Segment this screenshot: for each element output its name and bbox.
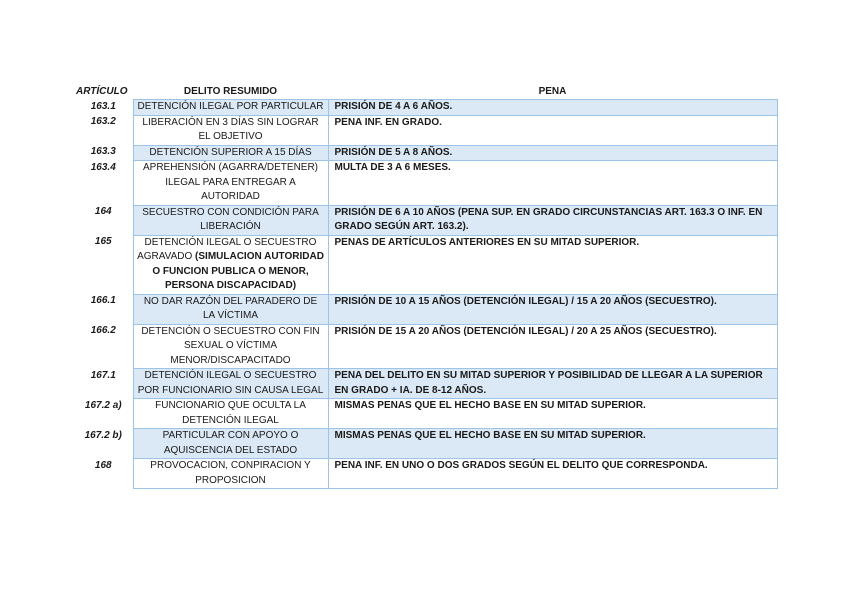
table-row [74,161,777,206]
articulo-cell: 163.1 [90,100,116,112]
pena-cell: PRISIÓN DE 5 A 8 AÑOS. [328,145,777,161]
delito-cell [133,235,328,294]
delito-cell: DETENCIÓN ILEGAL O SECUESTRO POR FUNCIONARIO SIN CAUSA LEGAL [133,369,328,399]
table-row [74,100,777,116]
delito-cell: NO DAR RAZÓN DEL PARADERO DE LA VÍCTIMA [133,294,328,324]
pena-cell: PENAS DE ARTÍCULOS ANTERIORES EN SU MITAD SUPERIOR. [328,235,777,294]
pena-cell: MULTA DE 3 A 6 MESES. [328,161,777,206]
table-row [74,459,777,489]
document-page [74,84,777,489]
table-row [74,235,777,294]
articulo-cell: 167.2 b) [84,429,122,441]
delito-cell: DETENCIÓN O SECUESTRO CON FIN SEXUAL O VÍCTIMA MENOR/DISCAPACITADO [133,324,328,369]
table-header-row [74,84,777,100]
delito-text: DETENCIÓN ILEGAL O SECUESTRO AGRAVADO [137,236,317,262]
table-row [74,205,777,235]
articulo-cell: 164 [94,206,112,217]
delito-cell: DETENCIÓN SUPERIOR A 15 DÍAS [133,145,328,161]
delito-cell: PARTICULAR CON APOYO O AQUISCENCIA DEL ESTADO [133,429,328,459]
pena-cell: PENA INF. EN GRADO. [328,115,777,145]
pena-cell: PRISIÓN DE 10 A 15 AÑOS (DETENCIÓN ILEGAL) / 15 A 20 AÑOS (SECUESTRO). [328,294,777,324]
header-articulo: ARTÍCULO [76,86,128,97]
articulo-cell: 167.2 a) [84,399,122,411]
table-row [74,294,777,324]
table-row [74,399,777,429]
articulo-cell: 163.2 [90,116,116,127]
pena-cell: PRISIÓN DE 6 A 10 AÑOS (PENA SUP. EN GRADO CIRCUNSTANCIAS ART. 163.3 O INF. EN GRADO SEGÚN ART. 163.2). [328,205,777,235]
articulo-cell: 166.1 [90,295,116,306]
delito-cell: SECUESTRO CON CONDICIÓN PARA LIBERACIÓN [133,205,328,235]
pena-cell: MISMAS PENAS QUE EL HECHO BASE EN SU MITAD SUPERIOR. [328,399,777,429]
table-row [74,145,777,161]
table-row [74,115,777,145]
table-row [74,429,777,459]
delito-cell: LIBERACIÓN EN 3 DÍAS SIN LOGRAR EL OBJETIVO [133,115,328,145]
table-row [74,369,777,399]
delito-cell: APREHENSIÓN (AGARRA/DETENER) ILEGAL PARA ENTREGAR A AUTORIDAD [133,161,328,206]
table-row [74,324,777,369]
articulo-cell: 163.3 [90,146,116,157]
articulo-cell: 163.4 [90,161,116,173]
delito-cell: PROVOCACION, CONPIRACION Y PROPOSICION [133,459,328,489]
pena-cell: PRISIÓN DE 15 A 20 AÑOS (DETENCIÓN ILEGAL) / 20 A 25 AÑOS (SECUESTRO). [328,324,777,369]
header-pena: PENA [538,85,567,97]
delito-cell: FUNCIONARIO QUE OCULTA LA DETENCIÓN ILEGAL [133,399,328,429]
pena-cell: PRISIÓN DE 4 A 6 AÑOS. [328,100,777,116]
articulo-cell: 167.1 [90,369,116,381]
pena-cell: PENA INF. EN UNO O DOS GRADOS SEGÚN EL DELITO QUE CORRESPONDA. [328,459,777,489]
articulo-cell: 166.2 [90,325,116,336]
penalties-table [74,84,778,489]
delito-cell: DETENCIÓN ILEGAL POR PARTICULAR [133,100,328,116]
pena-cell: MISMAS PENAS QUE EL HECHO BASE EN SU MITAD SUPERIOR. [328,429,777,459]
articulo-cell: 168 [94,459,112,471]
articulo-cell: 165 [94,236,112,247]
delito-bold-text: (SIMULACION AUTORIDAD O FUNCION PUBLICA O MENOR, PERSONA DISCAPACIDAD) [152,251,324,291]
header-delito: DELITO RESUMIDO [183,85,278,97]
pena-cell: PENA DEL DELITO EN SU MITAD SUPERIOR Y POSIBILIDAD DE LLEGAR A LA SUPERIOR EN GRADO + IA. DE 8-12 AÑOS. [328,369,777,399]
